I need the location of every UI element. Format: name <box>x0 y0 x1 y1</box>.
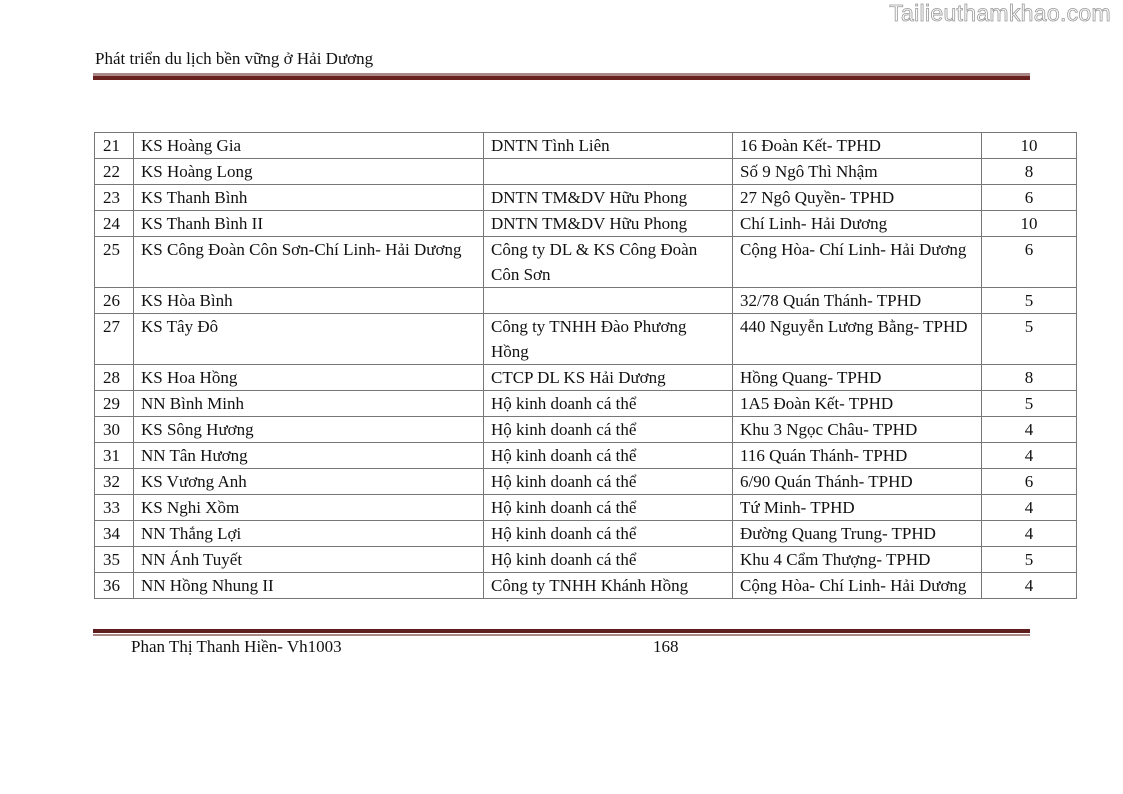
room-count: 4 <box>982 443 1077 469</box>
room-count: 10 <box>982 133 1077 159</box>
address: Cộng Hòa- Chí Linh- Hải Dương <box>733 573 982 599</box>
establishment-name: KS Nghi Xồm <box>134 495 484 521</box>
owner: Hộ kinh doanh cá thể <box>484 547 733 573</box>
table-row <box>95 573 1077 599</box>
address: 440 Nguyễn Lương Bằng- TPHD <box>733 314 982 365</box>
room-count: 5 <box>982 391 1077 417</box>
table-row <box>95 159 1077 185</box>
address: 16 Đoàn Kết- TPHD <box>733 133 982 159</box>
table-row <box>95 288 1077 314</box>
row-number: 33 <box>95 495 134 521</box>
establishment-name: KS Thanh Bình <box>134 185 484 211</box>
address: Khu 3 Ngọc Châu- TPHD <box>733 417 982 443</box>
table-row <box>95 495 1077 521</box>
address: Chí Linh- Hải Dương <box>733 211 982 237</box>
owner: DNTN TM&DV Hữu Phong <box>484 211 733 237</box>
hotel-table <box>94 132 1077 599</box>
row-number: 22 <box>95 159 134 185</box>
address: 6/90 Quán Thánh- TPHD <box>733 469 982 495</box>
row-number: 36 <box>95 573 134 599</box>
table-row <box>95 211 1077 237</box>
row-number: 34 <box>95 521 134 547</box>
row-number: 25 <box>95 237 134 288</box>
address: Cộng Hòa- Chí Linh- Hải Dương <box>733 237 982 288</box>
owner: Hộ kinh doanh cá thể <box>484 417 733 443</box>
table-row <box>95 469 1077 495</box>
room-count: 6 <box>982 185 1077 211</box>
address: Hồng Quang- TPHD <box>733 365 982 391</box>
table-row <box>95 547 1077 573</box>
room-count: 10 <box>982 211 1077 237</box>
room-count: 8 <box>982 159 1077 185</box>
owner: Hộ kinh doanh cá thể <box>484 521 733 547</box>
table-row <box>95 185 1077 211</box>
owner: DNTN Tình Liên <box>484 133 733 159</box>
address: Đường Quang Trung- TPHD <box>733 521 982 547</box>
room-count: 4 <box>982 573 1077 599</box>
table-row <box>95 443 1077 469</box>
table-row <box>95 391 1077 417</box>
establishment-name: KS Hoa Hồng <box>134 365 484 391</box>
footer-rule <box>93 629 1030 636</box>
address: Số 9 Ngô Thì Nhậm <box>733 159 982 185</box>
table-row <box>95 365 1077 391</box>
row-number: 28 <box>95 365 134 391</box>
address: Tứ Minh- TPHD <box>733 495 982 521</box>
owner: Công ty TNHH Khánh Hồng <box>484 573 733 599</box>
row-number: 35 <box>95 547 134 573</box>
establishment-name: NN Hồng Nhung II <box>134 573 484 599</box>
header-rule <box>93 73 1030 80</box>
row-number: 21 <box>95 133 134 159</box>
establishment-name: NN Tân Hương <box>134 443 484 469</box>
room-count: 5 <box>982 288 1077 314</box>
room-count: 5 <box>982 314 1077 365</box>
table-row <box>95 133 1077 159</box>
row-number: 30 <box>95 417 134 443</box>
owner: DNTN TM&DV Hữu Phong <box>484 185 733 211</box>
address: 116 Quán Thánh- TPHD <box>733 443 982 469</box>
row-number: 24 <box>95 211 134 237</box>
establishment-name: NN Thắng Lợi <box>134 521 484 547</box>
row-number: 26 <box>95 288 134 314</box>
table-row <box>95 521 1077 547</box>
establishment-name: KS Thanh Bình II <box>134 211 484 237</box>
owner: Hộ kinh doanh cá thể <box>484 495 733 521</box>
room-count: 6 <box>982 469 1077 495</box>
establishment-name: KS Công Đoàn Côn Sơn-Chí Linh- Hải Dương <box>134 237 484 288</box>
owner: Công ty DL & KS Công Đoàn Côn Sơn <box>484 237 733 288</box>
row-number: 32 <box>95 469 134 495</box>
owner <box>484 159 733 185</box>
owner: Hộ kinh doanh cá thể <box>484 391 733 417</box>
room-count: 4 <box>982 417 1077 443</box>
row-number: 31 <box>95 443 134 469</box>
establishment-name: KS Hoàng Gia <box>134 133 484 159</box>
watermark: Tailieuthamkhao.com <box>889 0 1111 26</box>
establishment-name: KS Hòa Bình <box>134 288 484 314</box>
establishment-name: NN Ánh Tuyết <box>134 547 484 573</box>
room-count: 6 <box>982 237 1077 288</box>
header-title: Phát triển du lịch bền vững ở Hải Dương <box>95 49 374 68</box>
establishment-name: NN Bình Minh <box>134 391 484 417</box>
room-count: 4 <box>982 521 1077 547</box>
establishment-name: KS Sông Hương <box>134 417 484 443</box>
row-number: 23 <box>95 185 134 211</box>
room-count: 5 <box>982 547 1077 573</box>
address: 1A5 Đoàn Kết- TPHD <box>733 391 982 417</box>
owner: CTCP DL KS Hải Dương <box>484 365 733 391</box>
owner: Hộ kinh doanh cá thể <box>484 443 733 469</box>
table-row <box>95 237 1077 288</box>
address: Khu 4 Cẩm Thượng- TPHD <box>733 547 982 573</box>
owner: Công ty TNHH Đào Phương Hồng <box>484 314 733 365</box>
establishment-name: KS Hoàng Long <box>134 159 484 185</box>
row-number: 27 <box>95 314 134 365</box>
address: 32/78 Quán Thánh- TPHD <box>733 288 982 314</box>
room-count: 8 <box>982 365 1077 391</box>
footer-author: Phan Thị Thanh Hiền- Vh1003 <box>131 637 342 656</box>
table-row <box>95 314 1077 365</box>
page-number: 168 <box>653 637 679 656</box>
establishment-name: KS Tây Đô <box>134 314 484 365</box>
row-number: 29 <box>95 391 134 417</box>
room-count: 4 <box>982 495 1077 521</box>
establishment-name: KS Vương Anh <box>134 469 484 495</box>
address: 27 Ngô Quyền- TPHD <box>733 185 982 211</box>
table-row <box>95 417 1077 443</box>
owner <box>484 288 733 314</box>
owner: Hộ kinh doanh cá thể <box>484 469 733 495</box>
